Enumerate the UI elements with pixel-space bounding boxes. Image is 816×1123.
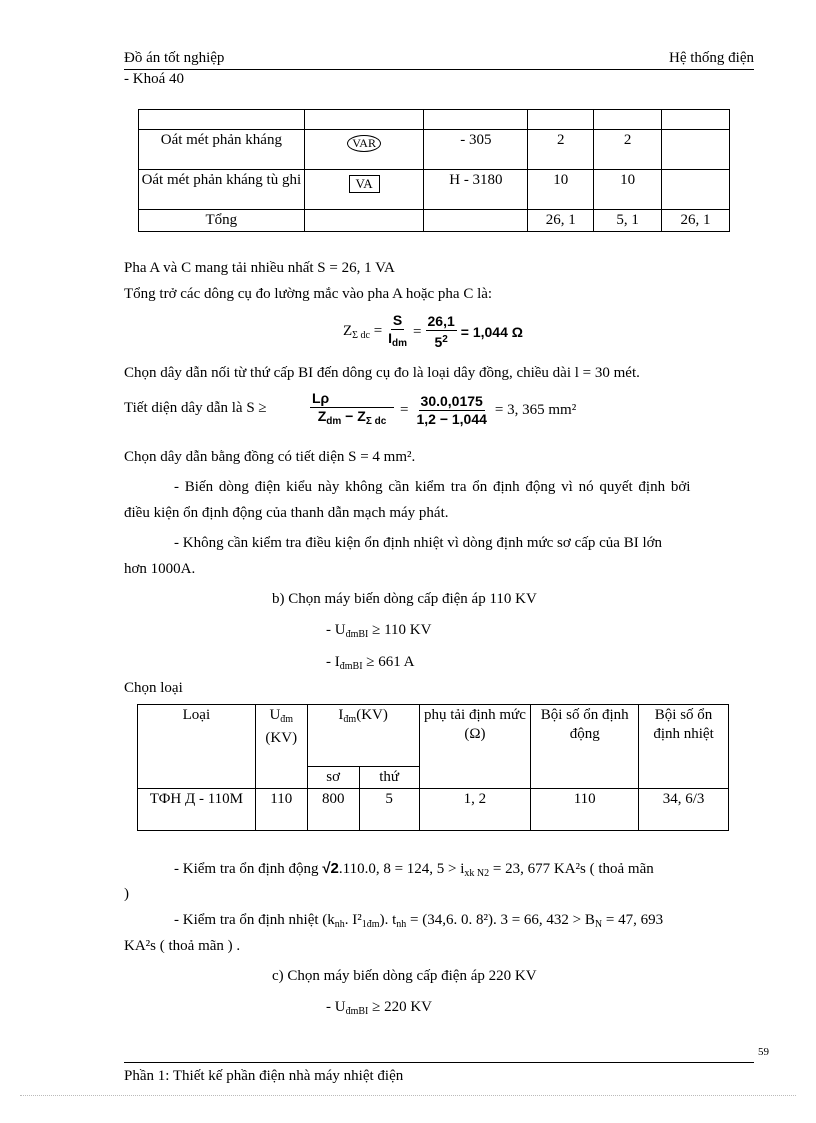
numerator: 26,1 bbox=[427, 313, 455, 329]
cell-u: 110 bbox=[255, 789, 307, 831]
cond-text: - U bbox=[326, 622, 346, 638]
check-sub: N bbox=[594, 919, 603, 930]
cond-sub: đmBI bbox=[345, 629, 369, 640]
h-symbol: I bbox=[338, 707, 344, 723]
var-meter-icon: VAR bbox=[347, 135, 381, 152]
header-boiso-nhiet: Bội số ổn định nhiệt bbox=[639, 705, 729, 789]
header-phutai: phụ tải định mức (Ω) bbox=[419, 705, 531, 789]
eq-sub: dm bbox=[326, 416, 342, 427]
fraction bbox=[426, 313, 457, 351]
equation-impedance: $Z_{\Sigma dc}$ = $\frac{S}{I_{dm}}$ = $\frac{26,1}{5^2}$ = 1,044 Ω bbox=[343, 312, 523, 350]
equation-cross-section: $\frac{L\rho}{Z_{dm} - Z_{\Sigma dc}}$ = $\frac{30.0,0175}{1,2 - 1,044}$ = 3, 365 mm² bbox=[310, 390, 576, 430]
cond-text: ≥ 220 KV bbox=[368, 999, 433, 1015]
cond-text: - I bbox=[326, 654, 340, 670]
eq-symbol: Z bbox=[317, 408, 327, 424]
header-idm bbox=[307, 705, 419, 767]
h-symbol: U bbox=[269, 707, 281, 723]
paragraph: điều kiện ổn định động của thanh dẫn mạch máy phát. bbox=[124, 505, 449, 521]
page-edge bbox=[20, 1095, 796, 1096]
footer-rule bbox=[124, 1062, 754, 1063]
cell-type bbox=[424, 210, 528, 232]
cell-type: H - 3180 bbox=[424, 170, 528, 210]
paragraph: - Biến dòng điện kiểu này không cần kiểm tra ổn định động vì nó quyết định bởi bbox=[174, 479, 691, 495]
header-boiso-dong: Bội số ổn định động bbox=[531, 705, 639, 789]
check-text: ). t bbox=[379, 912, 397, 928]
header-thu: thứ bbox=[359, 767, 419, 789]
eq-result: = 1,044 Ω bbox=[460, 324, 523, 340]
check-text: - Kiểm tra ổn định động bbox=[174, 861, 319, 877]
eq-symbol: 5 bbox=[434, 334, 443, 350]
eq-sub: Σ dc bbox=[352, 330, 370, 341]
table-row bbox=[138, 789, 729, 831]
cell-c bbox=[662, 130, 730, 170]
check-sub: nh bbox=[334, 919, 345, 930]
cond-text: - U bbox=[326, 999, 346, 1015]
cell-symbol bbox=[304, 170, 424, 210]
header-right: Hệ thống điện bbox=[669, 50, 754, 66]
eq-sub: dm bbox=[392, 338, 408, 349]
denominator: 1,2 − 1,044 bbox=[416, 410, 487, 427]
h-unit: (KV) bbox=[265, 730, 298, 746]
table-row bbox=[139, 210, 730, 232]
paragraph: Chọn dây dẫn nối từ thứ cấp BI đến dông cụ đo là loại dây đồng, chiều dài l = 30 mét. bbox=[124, 365, 640, 381]
header-so: sơ bbox=[307, 767, 359, 789]
denominator bbox=[386, 330, 409, 352]
header-sub: - Khoá 40 bbox=[124, 71, 184, 87]
paragraph: - Không cần kiểm tra điều kiện ổn định nhiệt vì dòng định mức sơ cấp của BI lớn bbox=[174, 535, 663, 551]
cell-c: 26, 1 bbox=[662, 210, 730, 232]
check-text: = 47, 693 bbox=[602, 912, 664, 928]
check-text: = 23, 677 KA²s ( thoả mãn bbox=[489, 861, 654, 877]
eq-lhs: $Z_{\Sigma dc}$ = bbox=[343, 323, 383, 341]
h-sub: đm bbox=[280, 714, 294, 725]
check-text: KA²s ( thoả mãn ) . bbox=[124, 938, 241, 954]
cell-symbol bbox=[304, 130, 424, 170]
cell-b: 5, 1 bbox=[594, 210, 662, 232]
eq-symbol: Z bbox=[357, 408, 366, 424]
paragraph: hơn 1000A. bbox=[124, 561, 196, 577]
table-row bbox=[139, 170, 730, 210]
condition bbox=[326, 654, 415, 672]
header-loai: Loại bbox=[138, 705, 256, 789]
cell-symbol bbox=[304, 210, 424, 232]
check-sub: xk N2 bbox=[464, 868, 490, 879]
header-rule bbox=[124, 69, 754, 70]
cell-loai: ТФН Д - 110M bbox=[138, 789, 256, 831]
paragraph-lead: Tiết diện dây dẫn là S ≥ bbox=[124, 400, 267, 416]
paragraph: Pha A và C mang tải nhiều nhất S = 26, 1 VA bbox=[124, 260, 395, 276]
paragraph: Chọn dây dẫn bằng đồng có tiết diện S = 4 mm². bbox=[124, 449, 416, 465]
cell-nhiet: 34, 6/3 bbox=[639, 789, 729, 831]
header-udm bbox=[255, 705, 307, 789]
h-sub: đm bbox=[343, 714, 357, 725]
section-heading: c) Chọn máy biến dòng cấp điện áp 220 KV bbox=[272, 968, 537, 984]
cell-a: 10 bbox=[528, 170, 594, 210]
check-sub: 1đm bbox=[361, 919, 380, 930]
paragraph: Chọn loại bbox=[124, 680, 183, 696]
numerator: 30.0,0175 bbox=[420, 392, 483, 409]
cell-thu: 5 bbox=[359, 789, 419, 831]
section-heading: b) Chọn máy biến dòng cấp điện áp 110 KV bbox=[272, 591, 537, 607]
ct-selection-table bbox=[137, 704, 729, 831]
h-unit: (KV) bbox=[356, 707, 388, 723]
fraction bbox=[414, 393, 488, 428]
cond-text: ≥ 661 A bbox=[362, 654, 415, 670]
denominator: $5^2$ bbox=[434, 334, 448, 350]
eq-symbol: Z bbox=[343, 323, 353, 339]
cell-phutai: 1, 2 bbox=[419, 789, 531, 831]
eq-result: = 3, 365 mm² bbox=[494, 401, 577, 418]
footer-text: Phần 1: Thiết kế phần điện nhà máy nhiệt điện bbox=[124, 1068, 404, 1084]
denominator: $Z_{dm} - Z_{\Sigma dc}$ bbox=[317, 408, 387, 427]
cell-name: Tổng bbox=[139, 210, 305, 232]
cell-type: - 305 bbox=[424, 130, 528, 170]
check-text: . I² bbox=[344, 912, 362, 928]
condition bbox=[326, 622, 431, 640]
check-text: .110.0, 8 = 124, 5 > i bbox=[338, 861, 465, 877]
check-text: ) bbox=[124, 886, 129, 902]
table-row bbox=[139, 130, 730, 170]
table-row bbox=[138, 705, 729, 767]
va-meter-icon: VA bbox=[349, 175, 380, 193]
cond-sub: đmBI bbox=[345, 1006, 369, 1017]
paragraph: Tổng trở các dông cụ đo lường mắc vào pha A hoặc pha C là: bbox=[124, 286, 493, 302]
cell-so: 800 bbox=[307, 789, 359, 831]
cell-name: Oát mét phản kháng bbox=[139, 130, 305, 170]
cell-a: 2 bbox=[528, 130, 594, 170]
check-dynamic bbox=[174, 860, 654, 879]
fraction bbox=[386, 312, 409, 352]
condition bbox=[326, 999, 432, 1017]
numerator: S bbox=[392, 312, 403, 328]
check-thermal bbox=[174, 912, 663, 930]
eq-sub: Σ dc bbox=[365, 416, 387, 427]
cond-text: ≥ 110 KV bbox=[368, 622, 432, 638]
fraction bbox=[310, 390, 394, 430]
page-number: 59 bbox=[758, 1046, 769, 1058]
cell-c bbox=[662, 170, 730, 210]
table-row bbox=[139, 110, 730, 130]
check-text: - Kiểm tra ổn định nhiệt (k bbox=[174, 912, 335, 928]
cond-sub: đmBI bbox=[339, 661, 363, 672]
cell-name: Oát mét phản kháng tù ghi bbox=[139, 170, 305, 210]
numerator: Lρ bbox=[310, 390, 394, 408]
check-sub: nh bbox=[396, 919, 407, 930]
sqrt-symbol: √2 bbox=[322, 860, 339, 877]
instrument-table bbox=[138, 109, 730, 232]
cell-b: 10 bbox=[594, 170, 662, 210]
cell-dong: 110 bbox=[531, 789, 639, 831]
cell-b: 2 bbox=[594, 130, 662, 170]
header-left: Đồ án tốt nghiệp bbox=[124, 50, 225, 66]
eq-symbol: I bbox=[388, 330, 393, 346]
check-text: = (34,6. 0. 8²). 3 = 66, 432 > B bbox=[406, 912, 595, 928]
cell-a: 26, 1 bbox=[528, 210, 594, 232]
